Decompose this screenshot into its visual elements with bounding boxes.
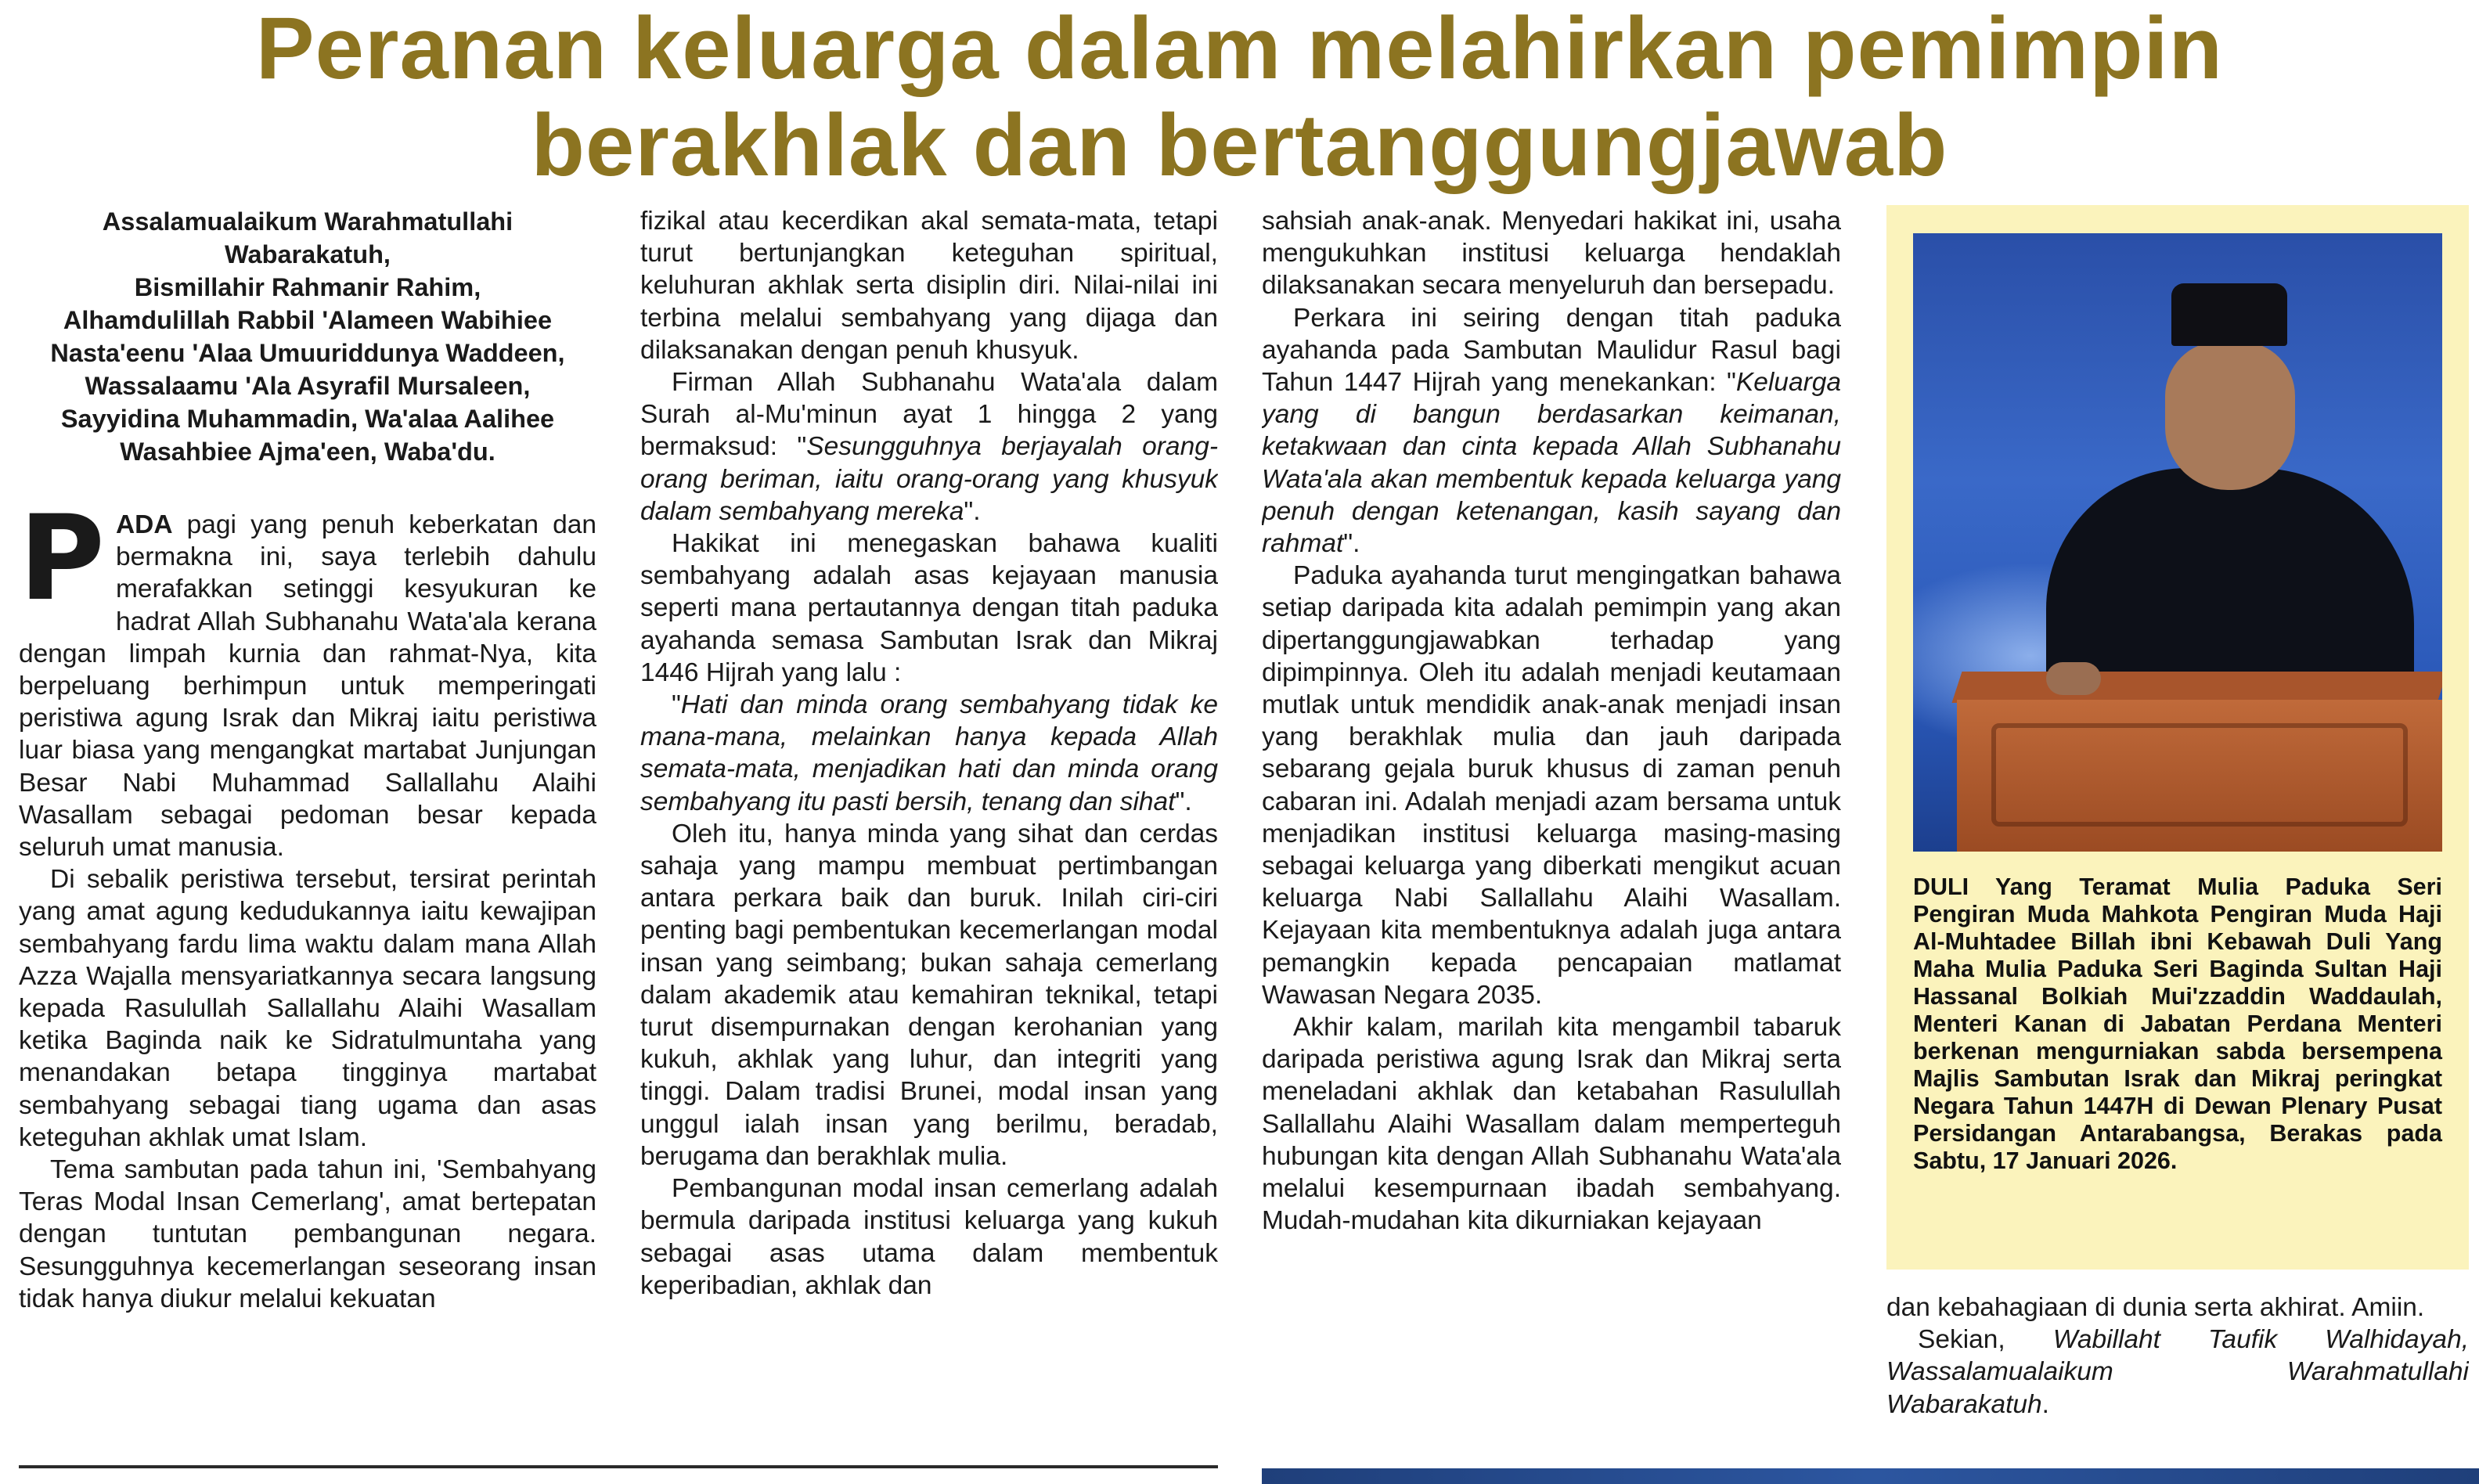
greeting-line: Assalamualaikum Warahmatullahi Wabarakatuh,: [102, 207, 513, 268]
paragraph-text: ": [672, 690, 681, 720]
greeting: [42, 205, 573, 468]
paragraph-text: .: [2041, 1389, 2049, 1419]
lead-word: ADA: [115, 510, 173, 539]
article-column-2: [640, 205, 1218, 1484]
paragraph: Paduka ayahanda turut mengingatkan bahawa setiap daripada kita adalah pemimpin yang akan dipertanggungjawabkan terhadap yang dipimpinnya. Oleh itu adalah menjadi keutamaan mutlak untuk mendidik anak-anak menjadi insan yang berakhlak mulia dan jauh daripada sebarang gejala buruk khusus di zaman penuh cabaran ini. Adalah menjadi azam bersama untuk menjadikan institusi keluarga masing-masing sebagai keluarga yang diberkati mengikut acuan keluarga Nabi Sallallahu Alaihi Wasallam. Kejayaan kita membentuknya adalah juga antara pemangkin kepada pencapaian matlamat Wawasan Negara 2035.: [1262, 561, 1841, 1010]
paragraph: sahsiah anak-anak. Menyedari hakikat ini, usaha mengukuhkan institusi keluarga hendaklah dilaksanakan secara menyeluruh dan bersepadu.: [1262, 207, 1841, 301]
paragraph: Hakikat ini menegaskan bahawa kualiti sembahyang adalah asas kejayaan manusia seperti mana pertautannya dengan titah paduka ayahanda semasa Sambutan Israk dan Mikraj 1446 Hijrah yang lalu :: [640, 529, 1218, 687]
bottom-ad-strip: [1262, 1468, 2479, 1484]
paragraph: fizikal atau kecerdikan akal semata-mata, tetapi turut bertunjangkan keteguhan spiritual, keluhuran akhlak serta disiplin diri. Nilai-nilai ini terbina melalui sembahyang yang dijaga dan dilaksanakan dengan penuh khusyuk.: [640, 207, 1218, 365]
headline-line-2: berakhlak dan bertanggungjawab: [531, 96, 1948, 194]
photo-caption: DULI Yang Teramat Mulia Paduka Seri Pengiran Muda Mahkota Pengiran Muda Haji Al-Muhtadee Billah ibni Kebawah Duli Yang Maha Mulia Paduka Seri Baginda Sultan Haji Hassanal Bolkiah Mui'zzaddin Waddaulah, Menteri Kanan di Jabatan Perdana Menteri berkenan mengurniakan sabda bersempena Majlis Sambutan Israk dan Mikraj peringkat Negara Tahun 1447H di Dewan Plenary Pusat Persidangan Antarabangsa, Berakas pada Sabtu, 17 Januari 2026.: [1913, 873, 2442, 1174]
paragraph: Akhir kalam, marilah kita mengambil tabaruk daripada peristiwa agung Israk dan Mikraj serta meneladani akhlak dan ketabahan Rasulullah Sallallahu Alaihi Wasallam dalam memperteguh hubungan kita dengan Allah Subhanahu Wata'ala melalui kesempurnaan ibadah sembahyang. Mudah-mudahan kita dikurniakan kejayaan: [1262, 1013, 1841, 1236]
headline-line-1: Peranan keluarga dalam melahirkan pemimpin: [255, 0, 2224, 97]
article-column-1: [19, 205, 596, 1484]
article-column-3: [1262, 205, 1841, 1484]
paragraph: Di sebalik peristiwa tersebut, tersirat perintah yang amat agung kedudukannya iaitu kewajipan sembahyang fardu lima waktu dalam mana Allah Azza Wajalla mensyariatkannya secara langsung kepada Rasulullah Sallallahu Alaihi Wasallam ketika Baginda naik ke Sidratulmuntaha yang menandakan betapa tingginya martabat sembahyang sebagai tiang ugama dan asas keteguhan akhlak umat Islam.: [19, 865, 596, 1152]
paragraph: dan kebahagiaan di dunia serta akhirat. Amiin.: [1886, 1293, 2425, 1322]
quote-text: Sesungguhnya berjayalah orang-orang beriman, iaitu orang-orang yang khusyuk dalam sembahyang mereka: [640, 432, 1218, 526]
photo-podium-ornament: [1991, 723, 2408, 827]
greeting-line: Bismillahir Rahmanir Rahim,: [134, 273, 481, 301]
photo-sidebar: [1886, 205, 2469, 1270]
paragraph-text: Firman Allah Subhanahu Wata'ala dalam Surah al-Mu'minun ayat 1 hingga 2 yang bermaksud: ": [640, 368, 1218, 462]
photo-podium-top: [1952, 672, 2442, 703]
quote-text: Wabillaht Taufik Walhidayah, Wassalamualaikum Warahmatullahi Wabarakatuh: [1886, 1325, 2469, 1419]
speaker-photo: [1913, 233, 2442, 852]
photo-figure-face: [2165, 341, 2295, 490]
paragraph: Pembangunan modal insan cemerlang adalah bermula daripada institusi keluarga yang kukuh sebagai asas utama dalam membentuk keperibadian, akhlak dan: [640, 1174, 1218, 1300]
paragraph-text: ".: [964, 496, 981, 526]
paragraph: Oleh itu, hanya minda yang sihat dan cerdas sahaja yang mampu membuat pertimbangan antara perkara baik dan buruk. Inilah ciri-ciri penting bagi pembentukan kecemerlangan modal insan yang seimbang; bukan sahaja cemerlang dalam akademik atau kemahiran teknikal, tetapi turut disempurnakan dengan kerohanian yang kukuh, akhlak yang luhur, dan integriti yang tinggi. Dalam tradisi Brunei, modal insan yang unggul ialah insan yang berilmu, beradab, berugama dan berakhlak mulia.: [640, 819, 1218, 1171]
headline: [0, 0, 2479, 194]
quote-text: Keluarga yang di bangun berdasarkan keimanan, ketakwaan dan cinta kepada Allah Subhanahu Wata'ala akan membentuk kepada keluarga yang penuh dengan ketenangan, kasih sayang dan rahmat: [1262, 368, 1841, 559]
greeting-line: Alhamdulillah Rabbil 'Alameen Wabihiee Nasta'eenu 'Alaa Umuuriddunya Waddeen, Wassalaamu 'Ala Asyrafil Mursaleen, Sayyidina Muhammadin, Wa'alaa Aalihee Wasahbiee Ajma'een, Waba'du.: [50, 306, 565, 466]
quote-text: Hati dan minda orang sembahyang tidak ke mana-mana, melainkan hanya kepada Allah semata-mata, menjadikan hati dan minda orang sembahyang itu pasti bersih, tenang dan sihat: [640, 690, 1218, 816]
paragraph: [1262, 302, 1841, 560]
paragraph: [640, 366, 1218, 528]
lead-paragraph: [19, 491, 596, 863]
photo-figure-cap: [2171, 283, 2287, 346]
paragraph: [640, 689, 1218, 818]
paragraph-text: Perkara ini seiring dengan titah paduka ayahanda pada Sambutan Maulidur Rasul bagi Tahun 1447 Hijrah yang menekankan: ": [1262, 303, 1841, 398]
paragraph: Tema sambutan pada tahun ini, 'Sembahyang Teras Modal Insan Cemerlang', amat bertepatan dengan tuntutan pembangunan negara. Sesungguhnya kecemerlangan seseorang insan tidak hanya diukur melalui kekuatan: [19, 1155, 596, 1313]
photo-figure-hand: [2046, 662, 2101, 695]
drop-cap: P: [19, 491, 105, 627]
bottom-rule: [19, 1465, 1218, 1468]
article-column-4: [1886, 1291, 2469, 1484]
paragraph-text: ".: [1175, 787, 1192, 816]
lead-text: pagi yang penuh keberkatan dan bermakna ini, saya terlebih dahulu merafakkan setinggi kesyukuran ke hadrat Allah Subhanahu Wata'ala kerana dengan limpah kurnia dan rahmat-Nya, kita berpeluang berhimpun untuk memperingati peristiwa agung Israk dan Mikraj iaitu peristiwa luar biasa yang mengangkat martabat Junjungan Besar Nabi Muhammad Sallallahu Alaihi Wasallam sebagai pedoman besar kepada seluruh umat manusia.: [19, 510, 596, 863]
paragraph-text: Sekian,: [1918, 1325, 2053, 1355]
paragraph: [1886, 1324, 2469, 1421]
paragraph-text: ".: [1343, 529, 1360, 559]
